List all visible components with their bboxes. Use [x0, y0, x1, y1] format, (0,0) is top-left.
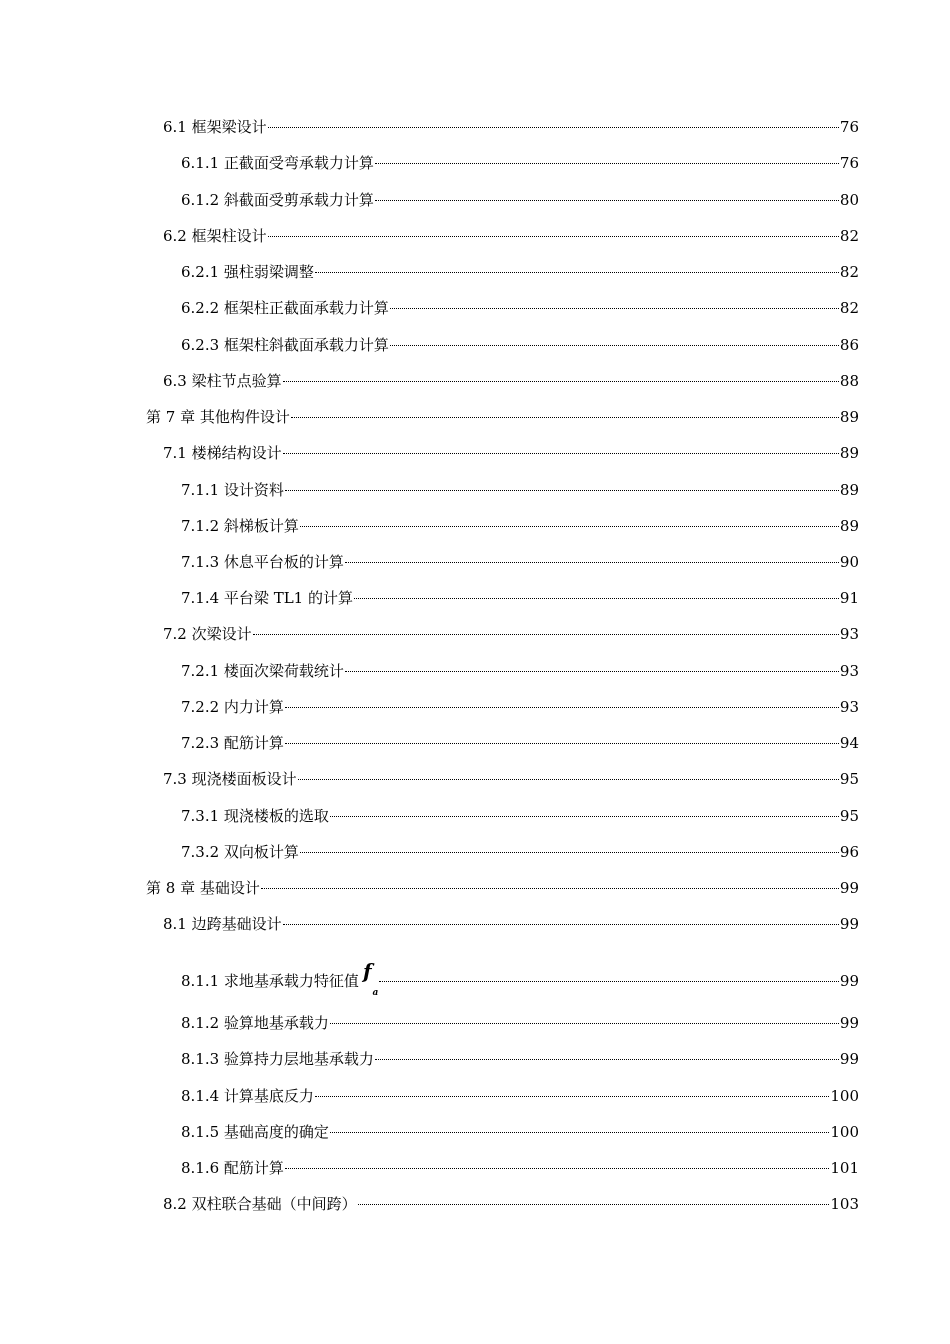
toc-entry-label: 8.1.2 验算地基承载力	[181, 1014, 329, 1032]
dot-leader	[268, 126, 839, 128]
toc-entry-label: 6.2.3 框架柱斜截面承载力计算	[181, 336, 389, 354]
dot-leader	[315, 1095, 829, 1097]
toc-entry[interactable]	[181, 697, 859, 717]
toc-entry-label: 8.1.4 计算基底反力	[181, 1087, 314, 1105]
dot-leader	[375, 162, 839, 164]
toc-entry-label: 6.3 梁柱节点验算	[163, 372, 282, 390]
dot-leader	[298, 778, 839, 780]
toc-entry-page: 88	[839, 372, 859, 390]
toc-entry-label: 6.2.2 框架柱正截面承载力计算	[181, 299, 389, 317]
dot-leader	[283, 452, 839, 454]
toc-entry[interactable]	[181, 516, 859, 536]
toc-entry-page: 93	[839, 698, 859, 716]
toc-entry-label: 8.1.1 求地基承载力特征值	[181, 972, 359, 990]
toc-entry[interactable]	[181, 1049, 859, 1069]
toc-entry[interactable]	[181, 959, 859, 999]
toc-entry-page: 103	[830, 1195, 859, 1213]
dot-leader	[285, 1167, 829, 1169]
dot-leader	[379, 980, 839, 982]
toc-entry[interactable]	[163, 624, 859, 644]
dot-leader	[390, 344, 839, 346]
dot-leader	[354, 597, 839, 599]
dot-leader	[268, 235, 839, 237]
toc-entry-label: 7.2.1 楼面次梁荷载统计	[181, 662, 344, 680]
toc-entry[interactable]	[163, 1194, 859, 1214]
dot-leader	[315, 271, 839, 273]
toc-entry-label: 7.2 次梁设计	[163, 625, 252, 643]
toc-entry-page: 99	[839, 972, 859, 990]
toc-entry[interactable]	[181, 661, 859, 681]
toc-entry[interactable]	[181, 298, 859, 318]
toc-entry-page: 82	[839, 299, 859, 317]
toc-entry-page: 89	[839, 444, 859, 462]
dot-leader	[300, 525, 839, 527]
toc-entry-page: 82	[839, 263, 859, 281]
toc-entry-label: 8.1.5 基础高度的确定	[181, 1123, 329, 1141]
toc-entry[interactable]	[163, 226, 859, 246]
toc-entry-page: 93	[839, 625, 859, 643]
toc-entry-page: 99	[839, 879, 859, 897]
dot-leader	[390, 307, 839, 309]
toc-entry-label: 7.1.1 设计资料	[181, 481, 284, 499]
toc-entry-page: 90	[839, 553, 859, 571]
toc-entry[interactable]	[163, 914, 859, 934]
toc-entry-page: 99	[839, 915, 859, 933]
toc-entry[interactable]	[181, 1086, 859, 1106]
toc-entry-label: 7.1.3 休息平台板的计算	[181, 553, 344, 571]
toc-chapter-entry[interactable]	[146, 407, 859, 427]
toc-entry[interactable]	[163, 443, 859, 463]
toc-entry-page: 91	[839, 589, 859, 607]
toc-entry-label: 6.1 框架梁设计	[163, 118, 267, 136]
toc-entry[interactable]	[181, 588, 859, 608]
toc-entry-page: 76	[839, 154, 859, 172]
dot-leader	[345, 670, 839, 672]
toc-entry-label: 6.2.1 强柱弱梁调整	[181, 263, 314, 281]
toc-entry-label: 7.3.2 双向板计算	[181, 843, 299, 861]
toc-entry-page: 100	[830, 1123, 859, 1141]
dot-leader	[283, 923, 839, 925]
toc-entry[interactable]	[163, 371, 859, 391]
dot-leader	[375, 199, 839, 201]
toc-entry-page: 96	[839, 843, 859, 861]
dot-leader	[330, 815, 839, 817]
toc-entry-label: 7.1 楼梯结构设计	[163, 444, 282, 462]
toc-entry-label: 8.1.3 验算持力层地基承载力	[181, 1050, 374, 1068]
toc-entry[interactable]	[163, 117, 859, 137]
toc-entry-label: 8.1 边跨基础设计	[163, 915, 282, 933]
dot-leader	[375, 1058, 839, 1060]
toc-entry-label: 7.1.4 平台梁 TL1 的计算	[181, 589, 353, 607]
toc-entry[interactable]	[181, 552, 859, 572]
toc-entry-page: 80	[839, 191, 859, 209]
formula-subscript: a	[372, 988, 379, 998]
toc-entry-page: 82	[839, 227, 859, 245]
toc-entry-page: 95	[839, 807, 859, 825]
dot-leader	[283, 380, 839, 382]
toc-entry-label: 7.3.1 现浇楼板的选取	[181, 807, 329, 825]
toc-entry[interactable]	[181, 1158, 859, 1178]
toc-entry[interactable]	[181, 842, 859, 862]
toc-entry-page: 76	[839, 118, 859, 136]
toc-entry-label: 6.2 框架柱设计	[163, 227, 267, 245]
toc-entry-page: 99	[839, 1050, 859, 1068]
toc-entry-label: 第 8 章 基础设计	[146, 879, 260, 897]
toc-entry-label: 8.1.6 配筋计算	[181, 1159, 284, 1177]
toc-entry[interactable]	[181, 335, 859, 355]
toc-entry[interactable]	[163, 769, 859, 789]
toc-entry[interactable]	[181, 153, 859, 173]
toc-entry-label: 6.1.2 斜截面受剪承载力计算	[181, 191, 374, 209]
toc-entry-page: 86	[839, 336, 859, 354]
toc-chapter-entry[interactable]	[146, 878, 859, 898]
dot-leader	[291, 416, 839, 418]
toc-entry[interactable]	[181, 480, 859, 500]
dot-leader	[330, 1022, 839, 1024]
toc-entry-page: 89	[839, 408, 859, 426]
toc-entry[interactable]	[181, 806, 859, 826]
toc-entry-label: 7.1.2 斜梯板计算	[181, 517, 299, 535]
toc-entry-page: 93	[839, 662, 859, 680]
toc-entry-label: 8.2 双柱联合基础（中间跨）	[163, 1195, 357, 1213]
toc-entry-label: 7.3 现浇楼面板设计	[163, 770, 297, 788]
dot-leader	[300, 851, 839, 853]
toc-entry-page: 89	[839, 481, 859, 499]
toc-entry-page: 95	[839, 770, 859, 788]
dot-leader	[358, 1203, 830, 1205]
toc-entry[interactable]	[181, 262, 859, 282]
formula-symbol: f	[362, 959, 372, 983]
dot-leader	[253, 633, 839, 635]
dot-leader	[345, 561, 839, 563]
toc-entry-page: 99	[839, 1014, 859, 1032]
toc-entry-label: 6.1.1 正截面受弯承载力计算	[181, 154, 374, 172]
dot-leader	[285, 742, 839, 744]
toc-entry[interactable]	[181, 1013, 859, 1033]
dot-leader	[285, 706, 839, 708]
toc-entry-page: 89	[839, 517, 859, 535]
toc-entry[interactable]	[181, 190, 859, 210]
toc-entry[interactable]	[181, 733, 859, 753]
toc-entry-label: 7.2.2 内力计算	[181, 698, 284, 716]
dot-leader	[285, 489, 839, 491]
toc-entry-page: 100	[830, 1087, 859, 1105]
toc-entry-label: 第 7 章 其他构件设计	[146, 408, 290, 426]
toc-entry-label: 7.2.3 配筋计算	[181, 734, 284, 752]
toc-entry[interactable]	[181, 1122, 859, 1142]
toc-entry-page: 94	[839, 734, 859, 752]
dot-leader	[330, 1131, 829, 1133]
formula-fa	[362, 959, 379, 998]
dot-leader	[261, 887, 839, 889]
toc-entry-page: 101	[830, 1159, 859, 1177]
